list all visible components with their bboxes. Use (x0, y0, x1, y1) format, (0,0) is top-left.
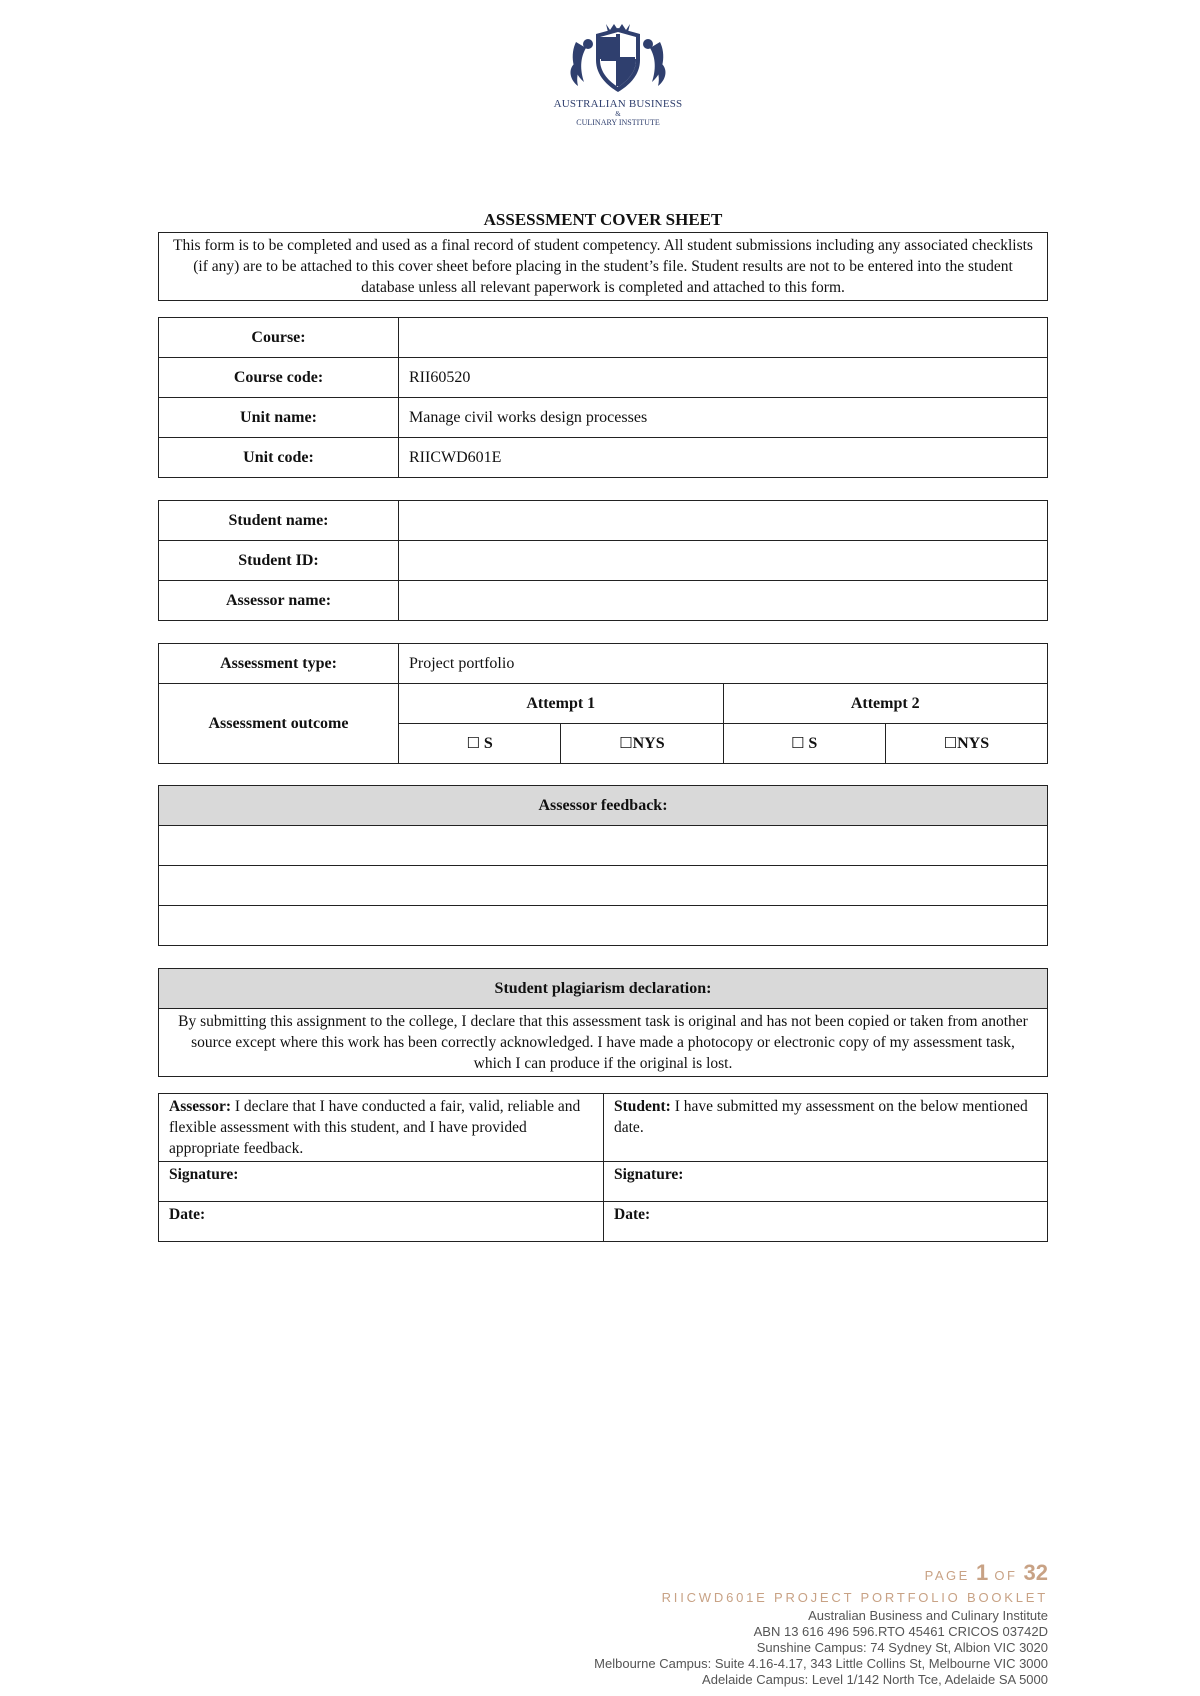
footer-abn: ABN 13 616 496 596.RTO 45461 CRICOS 03742D (753, 1624, 1048, 1639)
assessor-name-label: Assessor name: (159, 581, 399, 621)
table-row (159, 786, 1048, 826)
unit-name-label: Unit name: (159, 398, 399, 438)
checkbox-icon: ☐ (619, 734, 633, 752)
table-row (159, 906, 1048, 946)
feedback-header: Assessor feedback: (159, 786, 1048, 826)
course-code-field[interactable]: RII60520 (399, 358, 1048, 398)
table-row (159, 358, 1048, 398)
checkbox-icon: ☐ (466, 734, 480, 752)
assessment-type-label: Assessment type: (159, 644, 399, 684)
assessor-date-field[interactable] (159, 1202, 604, 1242)
course-label: Course: (159, 318, 399, 358)
table-row (159, 969, 1048, 1009)
table-row (159, 581, 1048, 621)
table-row (159, 1094, 1048, 1162)
assessor-declaration (159, 1094, 604, 1162)
table-row (159, 501, 1048, 541)
table-row (159, 1162, 1048, 1202)
attempt-1-header: Attempt 1 (399, 684, 724, 724)
assessment-type-field[interactable]: Project portfolio (399, 644, 1048, 684)
student-info-table (158, 500, 1048, 621)
feedback-line-2[interactable] (159, 866, 1048, 906)
plagiarism-header: Student plagiarism declaration: (159, 969, 1048, 1009)
signature-label: Signature: (614, 1166, 684, 1183)
unit-code-field[interactable]: RIICWD601E (399, 438, 1048, 478)
course-field[interactable] (399, 318, 1048, 358)
intro-text: This form is to be completed and used as a final record of student competency. All student submissions including any associated checklists (if any) are to be attached to this cover sheet before placing in the student’s file. Student results are not to be entered into the student database unless all relevant paperwork is completed and attached to this form. (159, 233, 1048, 301)
checkbox-icon: ☐ (943, 734, 958, 752)
assessor-declaration-text: I declare that I have conducted a fair, valid, reliable and flexible assessment with this student, and I have provided appropriate feedback. (169, 1098, 581, 1157)
page-total: 32 (1023, 1560, 1048, 1585)
course-info-table (158, 317, 1048, 478)
assessor-name-field[interactable] (399, 581, 1048, 621)
assessor-signature-field[interactable] (159, 1162, 604, 1202)
declaration-table (158, 1093, 1048, 1242)
student-signature-field[interactable] (604, 1162, 1048, 1202)
nys-label: NYS (957, 735, 990, 752)
feedback-table (158, 785, 1048, 946)
feedback-line-3[interactable] (159, 906, 1048, 946)
student-name-field[interactable] (399, 501, 1048, 541)
footer-melbourne: Melbourne Campus: Suite 4.16-4.17, 343 Little Collins St, Melbourne VIC 3000 (594, 1656, 1048, 1671)
attempt-2-header: Attempt 2 (723, 684, 1048, 724)
table-row (159, 826, 1048, 866)
attempt-2-nys-checkbox[interactable] (885, 724, 1047, 764)
student-id-label: Student ID: (159, 541, 399, 581)
page-number (925, 1560, 1048, 1586)
footer-org: Australian Business and Culinary Institute (808, 1608, 1048, 1623)
table-row (159, 398, 1048, 438)
logo-text-line2: & (615, 110, 621, 118)
plagiarism-text: By submitting this assignment to the college, I declare that this assessment task is original and has not been copied or taken from another source except where this work has been correctly acknowledged. I have made a photocopy or electronic copy of my assessment task, which I can produce if the original is lost. (159, 1009, 1048, 1077)
feedback-line-1[interactable] (159, 826, 1048, 866)
footer-address (594, 1608, 1048, 1688)
attempt-2-s-checkbox[interactable] (723, 724, 885, 764)
unit-name-field[interactable]: Manage civil works design processes (399, 398, 1048, 438)
institute-logo (548, 24, 688, 127)
student-declaration-label: Student: (614, 1098, 671, 1115)
student-declaration (604, 1094, 1048, 1162)
s-label: S (483, 735, 493, 752)
date-label: Date: (169, 1206, 206, 1223)
student-id-field[interactable] (399, 541, 1048, 581)
course-code-label: Course code: (159, 358, 399, 398)
attempt-1-nys-checkbox[interactable] (561, 724, 723, 764)
table-row (159, 644, 1048, 684)
assessment-table (158, 643, 1048, 764)
footer-adelaide: Adelaide Campus: Level 1/142 North Tce, Adelaide SA 5000 (702, 1672, 1048, 1687)
checkbox-icon: ☐ (790, 734, 805, 752)
student-declaration-text: I have submitted my assessment on the below mentioned date. (614, 1098, 1028, 1136)
page-word: PAGE (924, 1568, 970, 1583)
date-label: Date: (614, 1206, 651, 1223)
nys-label: NYS (632, 735, 665, 752)
signature-label: Signature: (169, 1166, 239, 1183)
assessment-outcome-label: Assessment outcome (159, 684, 399, 764)
s-label: S (808, 735, 818, 752)
logo-text-line3: CULINARY INSTITUTE (576, 118, 660, 127)
table-row (159, 541, 1048, 581)
page-title: ASSESSMENT COVER SHEET (483, 210, 723, 229)
of-word: OF (994, 1568, 1018, 1583)
page-current: 1 (975, 1560, 989, 1585)
student-name-label: Student name: (159, 501, 399, 541)
table-row (159, 318, 1048, 358)
table-row (159, 866, 1048, 906)
intro-box (158, 232, 1048, 301)
table-row (159, 1009, 1048, 1077)
attempt-1-s-checkbox[interactable] (399, 724, 561, 764)
table-row (159, 684, 1048, 724)
unit-code-label: Unit code: (159, 438, 399, 478)
logo-text-line1: AUSTRALIAN BUSINESS (553, 98, 683, 110)
assessor-declaration-label: Assessor: (169, 1098, 231, 1115)
table-row (159, 1202, 1048, 1242)
table-row (159, 438, 1048, 478)
booklet-title: RIICWD601E PROJECT PORTFOLIO BOOKLET (661, 1590, 1048, 1605)
plagiarism-table (158, 968, 1048, 1077)
student-date-field[interactable] (604, 1202, 1048, 1242)
crest-icon (566, 24, 670, 96)
footer-sunshine: Sunshine Campus: 74 Sydney St, Albion VIC 3020 (756, 1640, 1048, 1655)
